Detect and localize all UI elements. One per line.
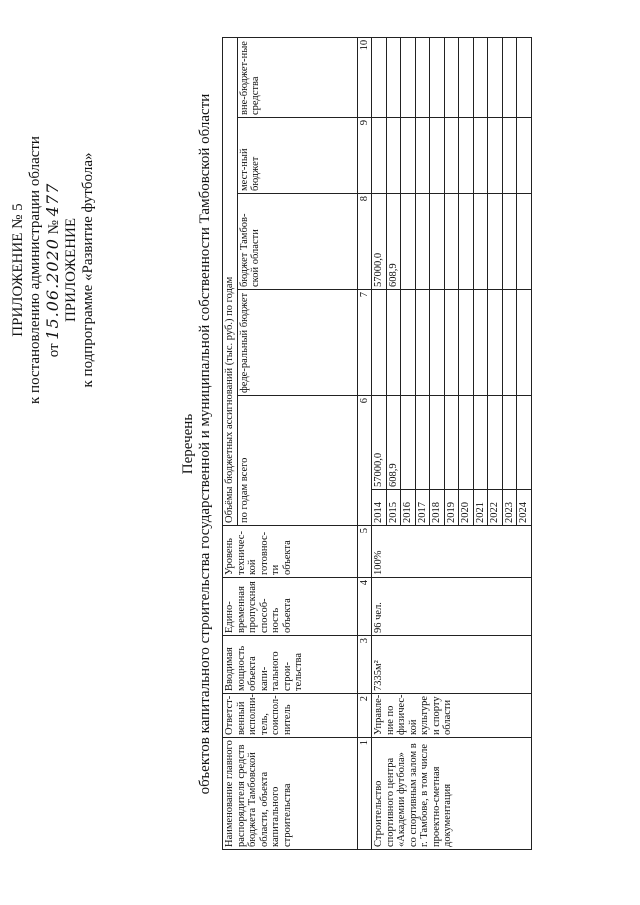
regional-cell <box>401 194 416 290</box>
appendix-block <box>10 35 97 505</box>
row-executor-cell: Управле-ние по физичес-кой культуре и спорту области <box>372 694 532 738</box>
extrabudget-cell <box>401 37 416 117</box>
total-cell <box>401 396 416 490</box>
col-number: 7 <box>357 290 372 396</box>
number-prefix: № <box>46 220 62 235</box>
federal-cell <box>502 290 517 396</box>
total-cell: 57000,0 <box>372 396 387 490</box>
extrabudget-cell <box>430 37 445 117</box>
local-cell <box>444 118 459 194</box>
row-capacity-cell: 7335м² <box>372 636 532 694</box>
regional-cell: 57000,0 <box>372 194 387 290</box>
total-cell <box>444 396 459 490</box>
header-cell-throughput: Едино-временная пропускная способ-ность объекта <box>223 578 358 636</box>
col-number: 6 <box>357 396 372 526</box>
total-cell <box>473 396 488 490</box>
year-cell: 2019 <box>444 490 459 526</box>
regional-cell <box>517 194 532 290</box>
appendix-resolution-line: к постановлению администрации области <box>27 136 43 404</box>
total-cell <box>459 396 474 490</box>
header-cell-executor: Ответст-венный исполни-тель, соиспол-нитель <box>223 694 358 738</box>
total-cell <box>488 396 503 490</box>
federal-cell <box>386 290 401 396</box>
year-cell: 2015 <box>386 490 401 526</box>
federal-cell <box>372 290 387 396</box>
regional-cell <box>444 194 459 290</box>
regional-cell: 608,9 <box>386 194 401 290</box>
title-line-2: объектов капитального строительства государственной и муниципальной собственности Тамбовской области <box>197 93 213 795</box>
document-title <box>180 38 214 850</box>
header-cell-capacity: Вводимая мощность объекта капи-тального строи-тельства <box>223 636 358 694</box>
extrabudget-cell <box>386 37 401 117</box>
header-cell-readiness: Уровень техничес-кой готовнос-ти объекта <box>223 526 358 578</box>
year-cell: 2023 <box>502 490 517 526</box>
federal-cell <box>401 290 416 396</box>
local-cell <box>372 118 387 194</box>
year-cell: 2016 <box>401 490 416 526</box>
row-name-cell: Строительство спортивного центра «Академии футбола» со спортивным залом в г. Тамбове, в том числе проектно-сметная документация <box>372 738 532 850</box>
local-cell <box>502 118 517 194</box>
local-cell <box>430 118 445 194</box>
total-cell <box>430 396 445 490</box>
col-number: 10 <box>357 37 372 117</box>
total-cell <box>502 396 517 490</box>
header-cell-name: Наименование главного распорядителя средств бюджета Тамбовской области, объекта капитального строительства <box>223 738 358 850</box>
federal-cell <box>444 290 459 396</box>
extrabudget-cell <box>517 37 532 117</box>
regional-cell <box>459 194 474 290</box>
header-cell-total: по годам всего <box>237 396 357 526</box>
regional-cell <box>488 194 503 290</box>
extrabudget-cell <box>459 37 474 117</box>
col-number: 9 <box>357 118 372 194</box>
local-cell <box>488 118 503 194</box>
appendix-subprogram: к подпрограмме «Развитие футбола» <box>80 152 96 388</box>
extrabudget-cell <box>372 37 387 117</box>
local-cell <box>517 118 532 194</box>
federal-cell <box>517 290 532 396</box>
regional-cell <box>430 194 445 290</box>
col-number: 2 <box>357 694 372 738</box>
local-cell <box>473 118 488 194</box>
year-cell: 2021 <box>473 490 488 526</box>
date-prefix: от <box>46 343 62 358</box>
year-cell: 2014 <box>372 490 387 526</box>
rotated-landscape-content <box>0 25 640 905</box>
data-rows <box>372 37 532 849</box>
year-cell: 2018 <box>430 490 445 526</box>
year-cell: 2024 <box>517 490 532 526</box>
col-number: 1 <box>357 738 372 850</box>
year-cell: 2022 <box>488 490 503 526</box>
column-number-row <box>357 37 372 849</box>
year-cell: 2020 <box>459 490 474 526</box>
header-cell-regional: бюджет Тамбов-ской области <box>237 194 357 290</box>
extrabudget-cell <box>444 37 459 117</box>
row-readiness-cell: 100% <box>372 526 532 578</box>
federal-cell <box>415 290 430 396</box>
col-number: 3 <box>357 636 372 694</box>
federal-cell <box>473 290 488 396</box>
appendix-label: ПРИЛОЖЕНИЕ <box>63 217 79 323</box>
extrabudget-cell <box>502 37 517 117</box>
total-cell <box>415 396 430 490</box>
extrabudget-cell <box>488 37 503 117</box>
appendix-number: ПРИЛОЖЕНИЕ № 5 <box>10 203 26 337</box>
header-cell-budget-group: Объёмы бюджетных ассигнований (тыс. руб.) по годам <box>223 37 238 525</box>
federal-cell <box>459 290 474 396</box>
appendix-date-line <box>44 35 63 505</box>
local-cell <box>401 118 416 194</box>
col-number: 5 <box>357 526 372 578</box>
handwritten-number: 477 <box>43 182 62 217</box>
capital-construction-table <box>222 37 532 850</box>
federal-cell <box>430 290 445 396</box>
year-cell: 2017 <box>415 490 430 526</box>
header-cell-local: мест-ный бюджет <box>237 118 357 194</box>
local-cell <box>386 118 401 194</box>
local-cell <box>459 118 474 194</box>
col-number: 8 <box>357 194 372 290</box>
title-line-1: Перечень <box>180 413 196 475</box>
total-cell: 608,9 <box>386 396 401 490</box>
header-cell-federal: феде-ральный бюджет <box>237 290 357 396</box>
local-cell <box>415 118 430 194</box>
regional-cell <box>415 194 430 290</box>
handwritten-date: 15.06.2020 <box>43 238 62 340</box>
header-cell-extrabudget: вне-бюджет-ные средства <box>237 37 357 117</box>
col-number: 4 <box>357 578 372 636</box>
extrabudget-cell <box>415 37 430 117</box>
regional-cell <box>473 194 488 290</box>
row-throughput-cell: 96 чел. <box>372 578 532 636</box>
table-row <box>372 37 387 849</box>
total-cell <box>517 396 532 490</box>
federal-cell <box>488 290 503 396</box>
extrabudget-cell <box>473 37 488 117</box>
regional-cell <box>502 194 517 290</box>
